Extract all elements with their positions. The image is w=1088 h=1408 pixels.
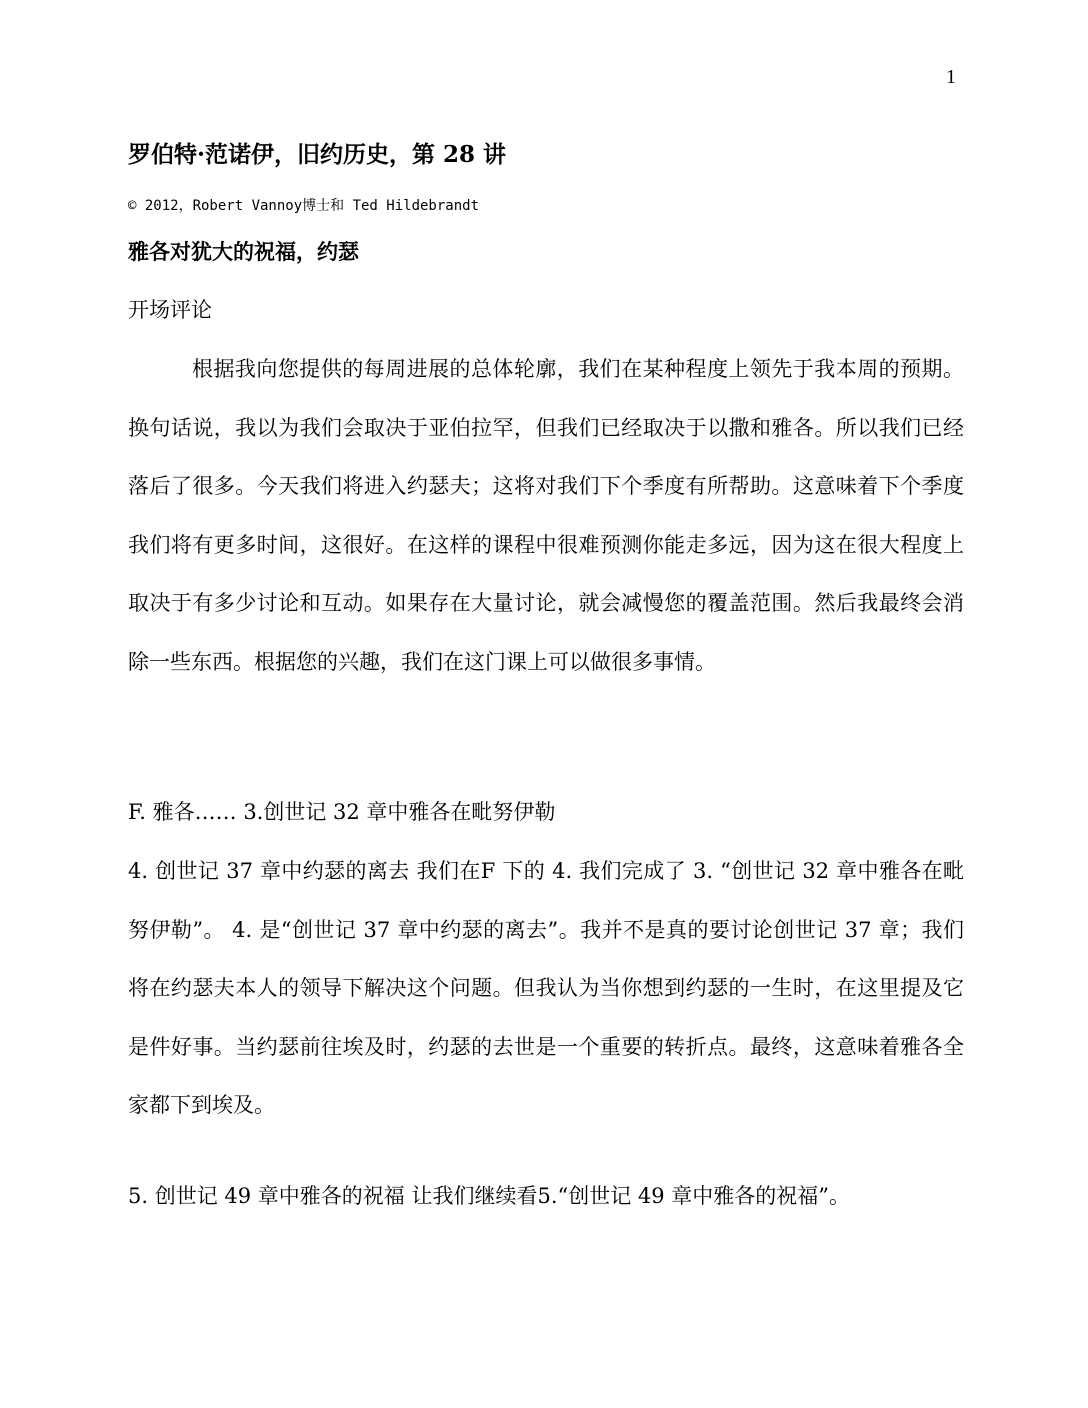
opening-paragraph: 根据我向您提供的每周进展的总体轮廓，我们在某种程度上领先于我本周的预期。换句话说，我以为我们会取决于亚伯拉罕，但我们已经取决于以撒和雅各。所以我们已经落后了很多。今天我们将进入约瑟夫；这将对我们下个季度有所帮助。这意味着下个季度我们将有更多时间，这很好。在这样的课程中很难预测你能走多远，因为这在很大程度上取决于有多少讨论和互动。如果存在大量讨论，就会减慢您的覆盖范围。然后我最终会消除一些东西。根据您的兴趣，我们在这门课上可以做很多事情。 xyxy=(128,357,964,674)
page-number: 1 xyxy=(946,66,956,88)
outline-item-joseph-departure: 4. 创世记 37 章中约瑟的离去 我们在F 下的 4. 我们完成了 3. “创世记 32 章中雅各在毗努伊勒”。 4. 是“创世记 37 章中约瑟的离去”。我并不是真的要讨论创世记 37 章；我们将在约瑟夫本人的领导下解决这个问题。但我认为当你想到约瑟的一生时，在这里提及它是件好事。当约瑟前往埃及时，约瑟的去世是一个重要的转折点。最终，这意味着雅各全家都下到埃及。 xyxy=(128,859,964,1117)
copyright-line: © 2012，Robert Vannoy博士和 Ted Hildebrandt xyxy=(128,198,480,214)
lecture-subtitle: 雅各对犹大的祝福，约瑟 xyxy=(128,239,359,264)
document-title: 罗伯特·范诺伊，旧约历史，第 28 讲 xyxy=(128,141,507,168)
outline-item-jacob: F. 雅各…… 3.创世记 32 章中雅各在毗努伊勒 xyxy=(128,800,556,824)
section-heading: 开场评论 xyxy=(128,298,212,322)
outline-item-jacob-blessing: 5. 创世记 49 章中雅各的祝福 让我们继续看5.“创世记 49 章中雅各的祝福”。 xyxy=(128,1184,851,1208)
